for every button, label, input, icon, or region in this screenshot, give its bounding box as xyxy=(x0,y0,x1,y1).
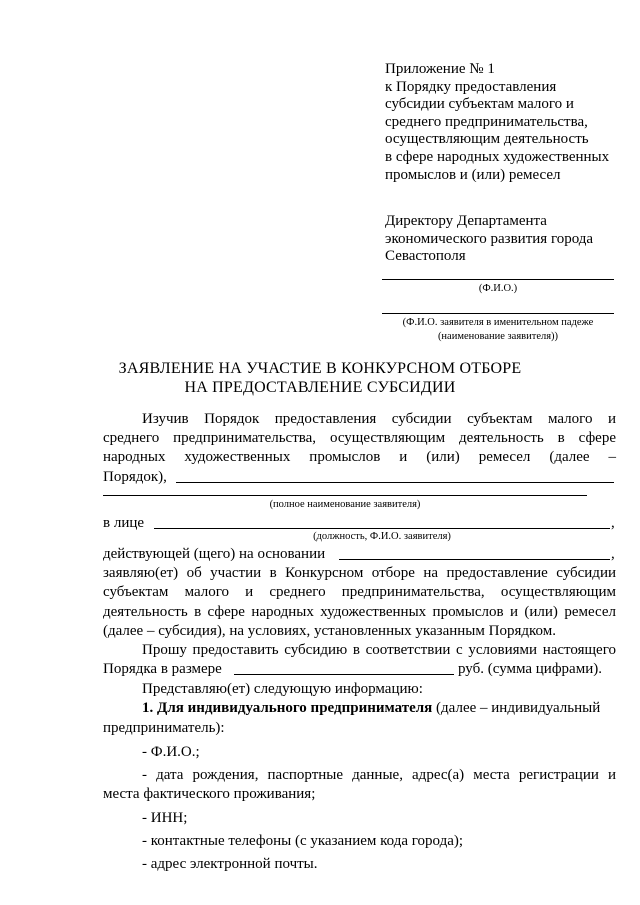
paragraph-3-line-1: Прошу предоставить субсидию в соответствии с условиями настоящего xyxy=(142,642,616,658)
in-person-label: в лице xyxy=(103,515,145,531)
paragraph-2-line-2: субъектам малого и среднего предпринимательства, осуществляющим xyxy=(103,584,616,600)
position-caption: (должность, Ф.И.О. заявителя) xyxy=(313,531,451,542)
poryadok-text: Порядок), xyxy=(103,469,167,485)
addressee-block xyxy=(385,213,635,266)
appendix-line: среднего предпринимательства, xyxy=(385,113,588,130)
amount-label: Порядка в размере xyxy=(103,661,222,677)
addressee-line: Директору Департамента xyxy=(385,213,547,229)
poryadok-field-line[interactable] xyxy=(176,482,614,483)
acting-basis-label: действующей (щего) на основании xyxy=(103,546,326,562)
section-1-heading xyxy=(142,699,640,719)
paragraph-3-line-2 xyxy=(103,660,616,680)
fio-caption: (Ф.И.О.) xyxy=(478,283,518,294)
appendix-line: промыслов и (или) ремесел xyxy=(385,166,561,183)
applicant-caption xyxy=(372,316,624,344)
section-1-bold: 1. Для индивидуального предпринимателя xyxy=(142,700,433,716)
list-item: - адрес электронной почты. xyxy=(142,856,318,872)
full-name-field-line[interactable] xyxy=(103,495,587,496)
full-name-caption: (полное наименование заявителя) xyxy=(269,499,421,510)
appendix-line: к Порядку предоставления xyxy=(385,78,557,95)
paragraph-4: Представляю(ет) следующую информацию: xyxy=(142,681,423,697)
paragraph-1-line-1: Изучив Порядок предоставления субсидии субъектам малого и xyxy=(142,411,616,427)
section-1-rest: (далее – индивидуальный xyxy=(432,700,601,716)
paragraph-2-line-3: деятельность в сфере народных художественных промыслов и (или) ремесел xyxy=(103,604,616,620)
appendix-line: осуществляющим деятельность xyxy=(385,131,589,148)
amount-unit: руб. (сумма цифрами). xyxy=(458,661,602,677)
section-1-line-2: предприниматель): xyxy=(103,720,225,736)
acting-basis-line xyxy=(103,545,616,565)
appendix-block xyxy=(385,61,635,184)
fio-field-line[interactable] xyxy=(382,279,614,280)
applicant-caption-line-1: (Ф.И.О. заявителя в именительном падеже xyxy=(402,317,594,328)
paragraph-1-line-2: среднего предпринимательства, осуществляющим деятельность в сфере xyxy=(103,430,616,446)
paragraph-2-line-4: (далее – субсидия), на условиях, установленных указанным Порядком. xyxy=(103,623,556,639)
list-item: - дата рождения, паспортные данные, адрес(а) места регистрации и xyxy=(142,767,616,783)
addressee-line: экономического развития города xyxy=(385,230,594,247)
amount-field-line[interactable] xyxy=(234,674,454,675)
applicant-field-line[interactable] xyxy=(382,313,614,314)
comma: , xyxy=(611,515,615,531)
paragraph-1-line-3: народных художественных промыслов и (или) ремесел (далее – xyxy=(103,449,616,465)
basis-field-line[interactable] xyxy=(339,559,610,560)
title-line-2: НА ПРЕДОСТАВЛЕНИЕ СУБСИДИИ xyxy=(184,379,456,396)
list-item: - контактные телефоны (с указанием кода города); xyxy=(142,833,464,849)
appendix-title: Приложение № 1 xyxy=(385,61,495,77)
list-item: - ИНН; xyxy=(142,810,188,826)
paragraph-1-line-4 xyxy=(103,468,616,488)
applicant-caption-line-2: (наименование заявителя)) xyxy=(437,331,559,342)
paragraph-2-line-1: заявляю(ет) об участии в Конкурсном отборе на предоставление субсидии xyxy=(103,565,616,581)
appendix-line: субсидии субъектам малого и xyxy=(385,96,574,113)
appendix-line: в сфере народных художественных xyxy=(385,148,610,165)
document-title xyxy=(100,359,540,397)
title-line-1: ЗАЯВЛЕНИЕ НА УЧАСТИЕ В КОНКУРСНОМ ОТБОРЕ xyxy=(118,360,522,377)
addressee-line: Севастополя xyxy=(385,248,466,265)
list-item: - Ф.И.О.; xyxy=(142,744,200,760)
position-field-line[interactable] xyxy=(154,528,610,529)
comma: , xyxy=(611,546,615,562)
list-item-continuation: места фактического проживания; xyxy=(103,786,316,802)
